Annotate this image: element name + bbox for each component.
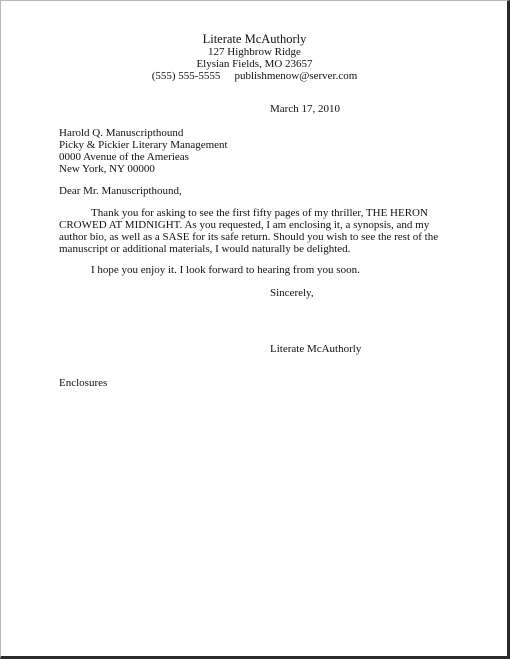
body-paragraph-2: I hope you enjoy it. I look forward to hearing from you soon.	[91, 264, 360, 276]
signature-name: Literate McAuthorly	[270, 343, 362, 355]
enclosures-note: Enclosures	[59, 377, 108, 389]
recipient-city: New York, NY 00000	[59, 163, 155, 175]
sender-city: Elysian Fields, MO 23657	[196, 58, 313, 70]
sender-street: 127 Highbrow Ridge	[208, 46, 301, 58]
sender-phone: (555) 555-5555	[151, 70, 221, 82]
closing: Sincerely,	[270, 287, 314, 299]
sender-email: publishmenow@server.com	[234, 70, 358, 82]
sender-contact-line	[1, 70, 508, 82]
recipient-name: Harold Q. Manuscripthound	[59, 127, 184, 139]
sender-name: Literate McAuthorly	[202, 32, 307, 46]
recipient-company: Picky & Pickier Literary Management	[59, 139, 228, 151]
salutation: Dear Mr. Manuscripthound,	[59, 185, 182, 197]
recipient-street: 0000 Avenue of the Amerieas	[59, 151, 189, 163]
body-paragraph-1: Thank you for asking to see the first fifty pages of my thriller, THE HERON CROWED AT MIDNIGHT. As you requested, I am enclosing it, a synopsis, and my author bio, as well as a SASE for its safe return. Should you wish to see the rest of the manuscript or additional materials, I would naturally be delighted.	[59, 207, 439, 255]
letter-date: March 17, 2010	[270, 103, 340, 115]
